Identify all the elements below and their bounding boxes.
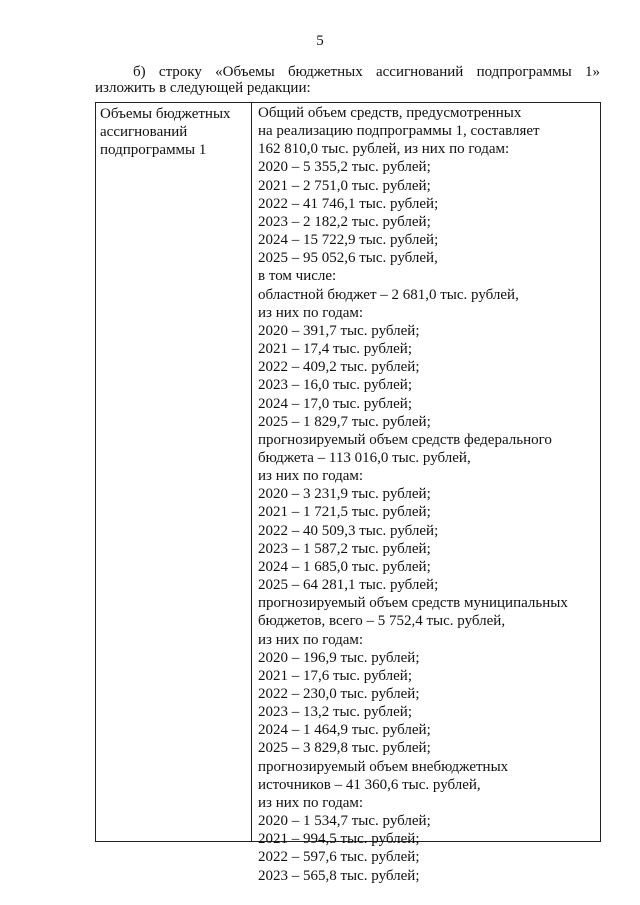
right-cell-line: из них по годам: bbox=[258, 794, 364, 811]
right-cell-line: 2023 – 13,2 тыс. рублей; bbox=[258, 704, 412, 721]
right-cell-line: 2022 – 40 509,3 тыс. рублей; bbox=[258, 522, 439, 539]
budget-table bbox=[95, 102, 601, 884]
right-cell-line: 2020 – 1 534,7 тыс. рублей; bbox=[258, 813, 431, 830]
right-cell-line: 2022 – 409,2 тыс. рублей; bbox=[258, 359, 420, 376]
intro-paragraph bbox=[95, 64, 600, 96]
right-cell-line: 162 810,0 тыс. рублей, из них по годам: bbox=[258, 141, 510, 158]
right-cell-line: 2023 – 565,8 тыс. рублей; bbox=[258, 867, 420, 884]
right-cell-line: 2021 – 1 721,5 тыс. рублей; bbox=[258, 504, 431, 521]
right-cell-line: 2023 – 1 587,2 тыс. рублей; bbox=[258, 540, 431, 557]
page-number: 5 bbox=[316, 33, 324, 49]
right-cell-line: 2020 – 5 355,2 тыс. рублей; bbox=[258, 159, 431, 176]
right-cell-line: 2025 – 64 281,1 тыс. рублей; bbox=[258, 577, 439, 594]
right-cell-line: 2025 – 1 829,7 тыс. рублей; bbox=[258, 413, 431, 430]
right-cell-line: прогнозируемый объем внебюджетных bbox=[258, 758, 509, 775]
right-cell-line: областной бюджет – 2 681,0 тыс. рублей, bbox=[258, 286, 519, 303]
intro-line-1: б) строку «Объемы бюджетных ассигнований подпрограммы 1» bbox=[133, 64, 600, 80]
right-cell-line: 2020 – 196,9 тыс. рублей; bbox=[258, 649, 420, 666]
right-cell-line: прогнозируемый объем средств федерального bbox=[258, 431, 552, 448]
right-cell-line: 2022 – 597,6 тыс. рублей; bbox=[258, 849, 420, 866]
left-cell-line: Объемы бюджетных bbox=[100, 106, 231, 122]
table-right-cell bbox=[252, 103, 600, 884]
right-cell-line: Общий объем средств, предусмотренных bbox=[258, 105, 522, 121]
right-cell-line: 2020 – 391,7 тыс. рублей; bbox=[258, 322, 420, 339]
right-cell-line: 2020 – 3 231,9 тыс. рублей; bbox=[258, 486, 431, 503]
right-cell-line: бюджетов, всего – 5 752,4 тыс. рублей, bbox=[258, 613, 506, 630]
right-cell-line: 2022 – 230,0 тыс. рублей; bbox=[258, 686, 420, 702]
right-cell-line: 2024 – 15 722,9 тыс. рублей; bbox=[258, 232, 439, 249]
right-cell-line: на реализацию подпрограммы 1, составляет bbox=[258, 123, 540, 140]
right-cell-line: 2025 – 3 829,8 тыс. рублей; bbox=[258, 740, 431, 757]
right-cell-line: 2021 – 17,4 тыс. рублей; bbox=[258, 341, 412, 358]
left-cell-line: ассигнований bbox=[100, 124, 188, 140]
right-cell-line: 2024 – 17,0 тыс. рублей; bbox=[258, 395, 412, 412]
table-left-cell bbox=[96, 103, 252, 841]
intro-line-2: изложить в следующей редакции: bbox=[95, 80, 311, 96]
right-cell-line: 2023 – 16,0 тыс. рублей; bbox=[258, 377, 412, 394]
right-cell-line: 2024 – 1 464,9 тыс. рублей; bbox=[258, 722, 431, 739]
right-cell-line: бюджета – 113 016,0 тыс. рублей, bbox=[258, 449, 471, 466]
right-cell-line: 2025 – 95 052,6 тыс. рублей, bbox=[258, 250, 438, 267]
right-cell-line: 2021 – 994,5 тыс. рублей; bbox=[258, 831, 420, 848]
right-cell-line: в том числе: bbox=[258, 268, 337, 285]
right-cell-line: прогнозируемый объем средств муниципальных bbox=[258, 595, 568, 612]
right-cell-line: 2021 – 2 751,0 тыс. рублей; bbox=[258, 177, 431, 194]
right-cell-line: источников – 41 360,6 тыс. рублей, bbox=[258, 776, 481, 793]
left-cell-line: подпрограммы 1 bbox=[100, 142, 207, 158]
right-cell-line: из них по годам: bbox=[258, 468, 364, 485]
right-cell-line: 2023 – 2 182,2 тыс. рублей; bbox=[258, 213, 431, 230]
right-cell-line: из них по годам: bbox=[258, 304, 364, 321]
right-cell-line: 2024 – 1 685,0 тыс. рублей; bbox=[258, 558, 431, 575]
right-cell-line: 2022 – 41 746,1 тыс. рублей; bbox=[258, 195, 439, 212]
right-cell-line: 2021 – 17,6 тыс. рублей; bbox=[258, 667, 412, 684]
right-cell-line: из них по годам: bbox=[258, 631, 364, 648]
